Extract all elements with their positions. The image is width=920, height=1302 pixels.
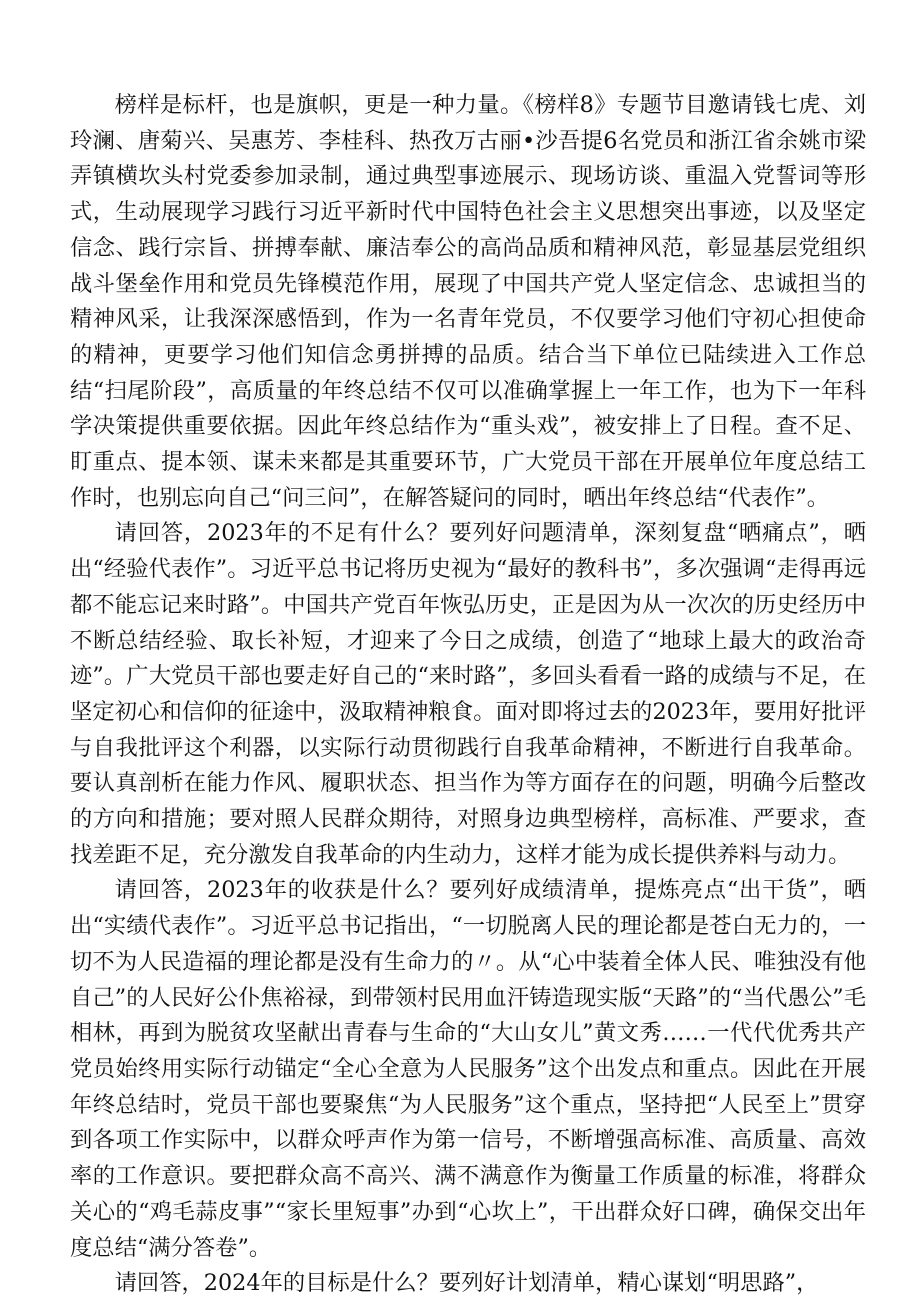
paragraph-achievements-2023: 请回答，2023年的收获是什么？要列好成绩清单，提炼亮点“出干货”，晒出“实绩代表作”。习近平总书记指出，“一切脱离人民的理论都是苍白无力的，一切不为人民造福的理论都是没有生命力的〃。从“心中装着全体人民、唯独没有他自己”的人民好公仆焦裕禄，到带领村民用血汗铸造现实版“天路”的“当代愚公”毛相林，再到为脱贫攻坚献出青春与生命的“大山女儿”黄文秀……一代代优秀共产党员始终用实际行动锚定“全心全意为人民服务”这个出发点和重点。因此在开展年终总结时，党员干部也要聚焦“为人民服务”这个重点，坚持把“人民至上”贯穿到各项工作实际中，以群众呼声作为第一信号，不断增强高标准、高质量、高效率的工作意识。要把群众高不高兴、满不满意作为衡量工作质量的标准，将群众关心的“鸡毛蒜皮事”“家长里短事”办到“心坎上”，干出群众好口碑，确保交出年度总结“满分答卷”。: [70, 877, 866, 1261]
article-body: [70, 88, 866, 1302]
paragraph-intro: 榜样是标杆，也是旗帜，更是一种力量。《榜样8》专题节目邀请钱七虎、刘玲澜、唐菊兴、吴惠芳、李桂科、热孜万古丽•沙吾提6名党员和浙江省余姚市梁弄镇横坎头村党委参加录制，通过典型事迹展示、现场访谈、重温入党誓词等形式，生动展现学习践行习近平新时代中国特色社会主义思想突出事迹，以及坚定信念、践行宗旨、拼搏奉献、廉洁奉公的高尚品质和精神风范，彰显基层党组织战斗堡垒作用和党员先锋模范作用，展现了中国共产党人坚定信念、忠诚担当的精神风采，让我深深感悟到，作为一名青年党员，不仅要学习他们守初心担使命的精神，更要学习他们知信念勇拼搏的品质。结合当下单位已陆续进入工作总结“扫尾阶段”，高质量的年终总结不仅可以准确掌握上一年工作，也为下一年科学决策提供重要依据。因此年终总结作为“重头戏”，被安排上了日程。查不足、盯重点、提本领、谋未来都是其重要环节，广大党员干部在开展单位年度总结工作时，也别忘向自己“问三问”，在解答疑问的同时，晒出年终总结“代表作”。: [70, 92, 866, 511]
paragraph-goals-2024: 请回答，2024年的目标是什么？要列好计划清单，精心谋划“明思路”，: [114, 1270, 819, 1297]
paragraph-shortcomings-2023: 请回答，2023年的不足有什么？要列好问题清单，深刻复盘“晒痛点”，晒出“经验代表作”。习近平总书记将历史视为“最好的教科书”，多次强调“走得再远都不能忘记来时路”。中国共产党百年恢弘历史，正是因为从一次次的历史经历中不断总结经验、取长补短，才迎来了今日之成绩，创造了“地球上最大的政治奇迹”。广大党员干部也要走好自己的“来时路”，多回头看看一路的成绩与不足，在坚定初心和信仰的征途中，汲取精神粮食。面对即将过去的2023年，要用好批评与自我批评这个利器，以实际行动贯彻践行自我革命精神，不断进行自我革命。要认真剖析在能力作风、履职状态、担当作为等方面存在的问题，明确今后整改的方向和措施；要对照人民群众期待，对照身边典型榜样，高标准、严要求，查找差距不足，充分激发自我革命的内生动力，这样才能为成长提供养料与动力。: [70, 520, 866, 868]
